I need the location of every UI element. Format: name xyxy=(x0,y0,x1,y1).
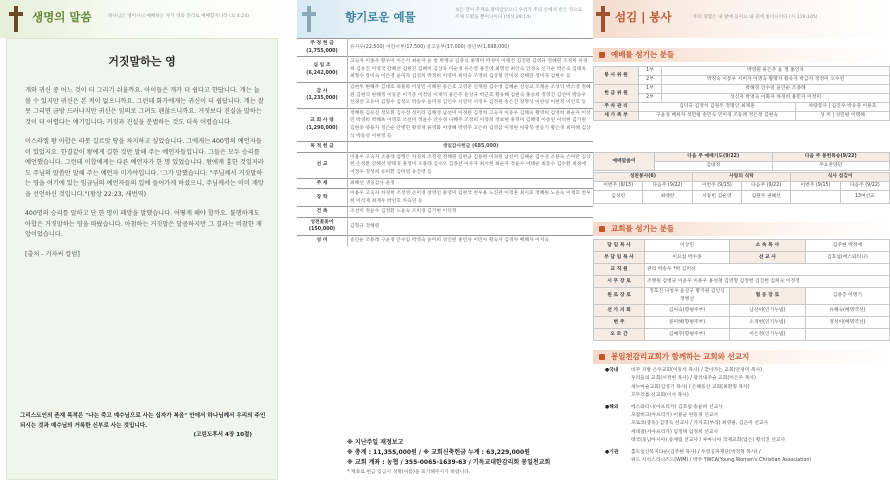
offering-category: 감 사 xyxy=(316,88,328,94)
sermon-body xyxy=(25,86,267,269)
column-header xyxy=(0,0,297,38)
offering-category: 선 교 xyxy=(316,162,328,168)
meal-date: 이번주 (9/15) xyxy=(692,182,741,191)
finance-note: * 계좌로 헌금 입금시 성명(이름)을 표기해주시기 바랍니다. xyxy=(347,470,471,475)
staff-cell: 선 가 지 회 xyxy=(594,305,645,317)
staff-cell: 선 교 사 xyxy=(730,252,806,264)
staff-cell: 김배주(향평주부) xyxy=(645,329,730,341)
offering-names: 이용우 고숙자 조용래 엄행은 차경희 조정영 정혜원 김현균 김용원 이경원 남선미 김해순 김수경 조용숙 손미란 김상헌 손정환 강혜선 방태경 홍정미 조용래 김수오 김종선 이우자 최시현 최순자 정윤수 이태순 최동수 김수환 최경애 이정우 정성희 유미환 김미영 유진영 등 xyxy=(348,152,594,178)
offering-names: 조선미 정윤수 김정환 노윤숙 조미경 김기현 이덕정 xyxy=(348,207,594,218)
offering-row xyxy=(297,178,593,189)
sermon-paragraph: 400명의 승리를 말하고 단 한 명이 패망을 말했습니다. 어떻게 해야 할까요. 불행하게도 아합은 거짓말하는 영을 따랐습니다. 아첨하는 거짓말은 달콤하지만 그 결과는 비참한 재앙이었습니다. xyxy=(25,210,262,238)
offering-names: 김형규 정해원 xyxy=(348,217,594,235)
staff-cell: 오 르 간 xyxy=(594,329,645,341)
cell: 김덕규 김정석 김원두 정명인 최재훈 xyxy=(639,103,796,112)
staff-row xyxy=(594,288,890,305)
offering-row xyxy=(297,207,593,218)
offering-label xyxy=(297,108,348,141)
row-label: 헌 금 위 원 xyxy=(594,85,639,103)
staff-cell: 이요섭 박수종 xyxy=(645,252,730,264)
mission-item: 바주 지방 은두교회(이동석 목사) / 찾아가는 교회(안경미 목사) xyxy=(631,368,762,373)
meal-date: 다음주 (9/22) xyxy=(741,182,790,191)
staff-cell: 시 무 장 로 xyxy=(594,276,645,288)
mission-item: 세네갈(서아프리카) 임정택 임경희 선교사 xyxy=(631,429,719,435)
offering-names: 김현두 변해주 김대호 최용락 이상민 이혜원 송은호 고영준 신재원 김수영 김혜순 신성교 조채윤 조성익 박소영 정혜원 김현식 한혜정 이동준 이기준 이정일 이재덕 류은주 윤상규 박근호 황유혜 김현숙 홍승희 정영진 김선미 박승우 신경선 고유미 김형수 김성오 박승우 윤미경 김인수 서연석 서정우 김정원 송은진 장명식 이한성 이현정 이인호 등 xyxy=(348,82,594,108)
column-subtitle: 보든 것이 주께로 말미암았으니 우리가 주의 손에서 받은 것으로 주께 드렸을 뿐이니이다 (대상 29:14) xyxy=(455,8,583,20)
staff-cell: 담 임 목 사 xyxy=(594,240,645,252)
column-subtitle: 하나님은 영이시니 예배하는 자가 영과 진리로 예배할지니라 (요 4:24) xyxy=(108,14,249,19)
section-title: 교회를 섬기는 분들 xyxy=(593,222,890,236)
offering-label xyxy=(297,39,348,57)
offering-row xyxy=(297,236,593,246)
mission-list xyxy=(605,367,885,468)
offering-label xyxy=(297,152,348,178)
offering-label xyxy=(297,142,348,153)
mission-item: 에스와티니(아프리카) 김호섭 송윤희 선교사 xyxy=(631,404,723,410)
cell: 박정숙 이봉우 서미자 이명숙 황명자 황유자 박금자 정정미 오수연 xyxy=(662,76,890,85)
staff-cell: 남선미(인기누빔) xyxy=(730,305,806,317)
offering-names: 이용우 고숙자 차경희 조정영 손미경 장영선 홍영미 김현국 천우용 노진관 이정훈 최시호 정혜원 노윤숙 이재호 천우현 이석재 최재우 박인호 차숙연 등 xyxy=(348,189,594,207)
row-label: 주 차 관 리 xyxy=(594,103,639,112)
cell: 성신자 박영숙 이화자 차경희 홍민자 이정미 xyxy=(662,94,890,103)
meal-date: 다음주 (9/22) xyxy=(643,182,692,191)
mission-category: ●국내 xyxy=(605,368,619,373)
offering-row xyxy=(297,142,593,153)
staff-cell: 소 속 목 사 xyxy=(730,240,806,252)
offering-label xyxy=(297,82,348,108)
offering-label xyxy=(297,236,348,246)
offering-row xyxy=(297,152,593,178)
offering-amount: (6,242,000) xyxy=(306,70,338,76)
cell: 성찬봉사(6) xyxy=(594,173,693,182)
staff-row xyxy=(594,276,890,288)
sermon-source: [출처 - 거자씨 칼럼] xyxy=(25,250,80,258)
cell: 박해경 안수일 윤인순 조종례 xyxy=(662,85,890,94)
staff-cell: 이은정(인기누빔) xyxy=(730,329,806,341)
meal-name: 김원두 권혜선 xyxy=(741,191,790,204)
mission-item: 새누마슬교회(김영기 목사) / 은혜동산 교회(최환형 목사) xyxy=(631,384,750,390)
offering-amount: (1,235,000) xyxy=(306,96,338,102)
offering-table xyxy=(297,38,593,246)
cross-icon xyxy=(8,0,24,38)
mission-item: 모잠비크(아프리카) 이용균 한동경 선교사 xyxy=(631,413,719,419)
offering-row xyxy=(297,57,593,83)
offering-names: 최혜선 생일감사 윤정 xyxy=(348,178,594,189)
cell: 2부 xyxy=(639,76,662,85)
offering-category: 성전꽃꽂이 xyxy=(310,219,334,225)
mission-item: 모로코(중동) 김영득 선교사 / 카자흐(부리) 최영필, 김은미 선교사 xyxy=(631,421,769,427)
finance-line: ※ 교회 계좌 : 농협 / 355-0065-1639-63 / 기독교대한감리회 봉일천교회 xyxy=(347,459,551,466)
cross-icon xyxy=(595,0,611,38)
column-header xyxy=(593,0,890,38)
finance-line: ※ 총계 : 11,355,000원 / ※ 교회신축헌금 누계 : 63,229,000원 xyxy=(347,449,530,456)
offering-label xyxy=(297,207,348,218)
mission-group xyxy=(605,367,885,401)
memory-verse-text: 그리스도인의 존재 목적은 "나는 죽고 예수님으로 사는 십자가 복음" 안에서 하나님께서 우리의 주인 되시는 것과 예수님의 거룩한 신부로 사는 것입니다. xyxy=(20,413,266,429)
mission-category: ●기관 xyxy=(605,449,619,455)
row-label: 새 가 족 부 xyxy=(594,112,639,121)
column-title: 섬김 | 봉사 xyxy=(615,10,672,24)
staff-cell: 조병원 김병규 이윤우 이용우 홍성철 김영형 김정헌 김진헌 김희숙 이정정 xyxy=(645,276,890,288)
offering-category: 성 미 xyxy=(316,238,328,244)
staff-cell: 관리 박송우 *박 김미선 xyxy=(645,264,890,276)
section-title: 봉일천감리교회가 함께하는 교회와 선교지 xyxy=(593,350,890,364)
cell: 성 미 | 성민평 이명혜 xyxy=(795,112,889,121)
cell: 다음 주 예배기도(9/22) xyxy=(655,153,773,162)
staff-cell: 이상민 xyxy=(645,240,730,252)
memory-verse xyxy=(20,412,270,441)
cell: 구윤경 배희자 성민평 송민숙 민미경 조동례 정은정 김현숙 xyxy=(639,112,796,121)
meal-name: 최태란 xyxy=(643,191,692,204)
offering-amount: (1,755,000) xyxy=(306,48,338,54)
row-label: 봉 사 위 원 xyxy=(594,67,639,85)
offering-row xyxy=(297,217,593,235)
sermon-title: 거짓말하는 영 xyxy=(108,55,176,68)
offering-column xyxy=(297,0,593,492)
staff-cell: 정호진 나청우 윤상구 황기원 김인식 정병선 xyxy=(645,288,730,305)
meal-name: 서동빈 김순영 xyxy=(692,191,741,204)
row-label: 예배말씀이 xyxy=(594,153,655,171)
staff-cell: 교 직 원 xyxy=(594,264,645,276)
mission-group xyxy=(605,449,885,466)
offering-names: 고숙자 이종우 황우미 이은석 최순자 윤 창 박명규 김충식 홍명미 박경미 이태건 김진원 김영규 정혜원 조경희 차경희 김유진 이영국 강혜선 김현진 김혜미 김상욱 이순경 유은영 홍진영 최명선 최인숙 안경숙 신기순 박은숙 김태욱 최형수 장미숙 이은영 윤미자 김성희 박정희 이영미 최미숙 조영희 김상철 안미경 강혜란 정미경 김현수 등 xyxy=(348,57,594,83)
offering-label xyxy=(297,189,348,207)
sermon-paragraph: 이스라엘 왕 아합은 라못 길르앗 땅을 차지하고 싶었습니다. 그에게는 400명의 예언자들이 있었지요. 한결같이 왕에게 길한 것만 말해 주는 예언자들입니다. 그들은 모두 승리를 예언했습니다. 그런데 이합에게는 다른 예언자가 한 명 있었습니다. 왕에게 흉한 것일지라도 주님의 말씀만 말해 주는 예언자 미가야입니다. '그가 말했습니다. "주님께서 거짓말하는 영을 여기에 있는 임금님의 예언자들의 입에 들어가게 하셨으니, 주님께서는 이미 재앙을 선언하신 것입니다."(왕상 22:23, 새번역) xyxy=(25,138,264,198)
cell: 2부 xyxy=(639,94,662,103)
section-title: 예배를 섬기는 분들 xyxy=(593,48,890,62)
staff-cell: 유혜숙(배명역선) xyxy=(805,305,889,317)
service-column xyxy=(593,0,890,492)
staff-cell: 협 동 장 로 xyxy=(730,288,806,305)
offering-category: 장 학 xyxy=(316,194,328,200)
offering-names: 생일감사헌금 (685,000) xyxy=(348,142,594,153)
finance-line: ※ 지난주일 재정보고 xyxy=(347,439,404,446)
mission-category: ●해외 xyxy=(605,404,619,410)
cell: 사랑의 식탁 xyxy=(692,173,791,182)
cell: 김대정 xyxy=(655,162,773,171)
offering-category: 목 적 헌 금 xyxy=(310,144,334,150)
offering-label xyxy=(297,217,348,235)
staff-row xyxy=(594,329,890,341)
offering-category: 건 축 xyxy=(316,209,328,215)
meal-date: 다음주 (9/22) xyxy=(840,182,889,191)
staff-cell: 김주현 박정애 xyxy=(805,240,889,252)
meal-table xyxy=(593,172,890,204)
offering-names: 유지우(22,500) 어린이부(17,500) 중고등부(17,000) 장년부(1,698,000) xyxy=(348,39,594,57)
staff-row xyxy=(594,264,890,276)
meal-name: 김성연 xyxy=(594,191,643,204)
staff-cell: 부 담 임 목 사 xyxy=(594,252,645,264)
cell: 박영원 류은주 윤 정 홍인자 xyxy=(662,67,890,76)
church-staff-table xyxy=(593,239,890,341)
staff-row xyxy=(594,252,890,264)
finance-report xyxy=(347,438,587,478)
staff-cell: 김호섭(에스와티니) xyxy=(805,252,889,264)
offering-names: 송인순 조용래 구윤경 안수임 박영숙 윤미희 성인헌 홍민자 이민아 황숙자 김경자 배혜자 이지숙 xyxy=(348,236,594,246)
worship-service-table xyxy=(593,66,890,121)
word-of-life-column xyxy=(0,0,297,492)
staff-cell: 원 로 장 로 xyxy=(594,288,645,305)
prayer-table xyxy=(593,152,890,171)
offering-row xyxy=(297,82,593,108)
column-title: 생명의 말씀 xyxy=(32,10,92,24)
meal-date: 이번주 (9/15) xyxy=(791,182,840,191)
column-subtitle: 주의 일함은 내 발에 등이요 내 길에 빛이니이다 (시 119:105) xyxy=(693,15,818,20)
cell: 다음 주 봉헌특송(9/22) xyxy=(772,153,890,162)
offering-row xyxy=(297,108,593,141)
cell: 1부 xyxy=(639,67,662,76)
offering-names: 정혜원 김유진 정모휘 김수정 정미라 김해영 남선미 이경원 김정희 고숙자 이동우 김혜숙 황영희 김영희 최순자 이상민 박경희 박해옥 이영호 조선미 정윤수 안수경 나혜주 조정희 이정희 정보현 홍정미 김해영 이송연 이석현 김기원 김현중 양용자 정은순 안병민 황영재 류영화 이영혜 박영주 고은희 김영삼 이정현 이광복 천동기 황은경 최미혜 김상식 박동성 이현정 등 xyxy=(348,108,594,141)
cell: 식사 섬김이 xyxy=(791,173,890,182)
column-header xyxy=(297,0,593,38)
offering-category: 교 회 사 랑 xyxy=(310,118,334,124)
staff-cell: 김용층 이명기 xyxy=(805,288,889,305)
staff-row xyxy=(594,240,890,252)
cell: 1부 xyxy=(639,85,662,94)
offering-row xyxy=(297,39,593,57)
mission-group xyxy=(605,404,885,446)
meal-name: 13여선교 xyxy=(840,191,889,204)
offering-row xyxy=(297,189,593,207)
mission-item: 모두리를 선교회(이사 목사) xyxy=(631,393,689,399)
offering-label xyxy=(297,57,348,83)
mission-item: 홀트일산복지타운(김주현 목사) / 두렁공파재단(박정혁 목사) / xyxy=(631,449,761,455)
meal-name xyxy=(791,191,840,204)
staff-cell: 문미혜(향평주부) xyxy=(645,317,730,329)
staff-row xyxy=(594,305,890,317)
offering-category: 주 제 xyxy=(316,180,328,186)
cell: 차량봉사 | 김진우 박유중 이용호 xyxy=(795,103,889,112)
cell: 주요찬양단 xyxy=(772,162,890,171)
staff-cell: 소경현(인기누빔) xyxy=(730,317,806,329)
staff-cell: 정성이(배명역선) xyxy=(805,317,889,329)
mission-item: 우리들의 교회(서정현 목사) / 광러내주슬 교회(이은주 목사) xyxy=(631,376,756,382)
staff-row xyxy=(594,317,890,329)
offering-amount: (1,290,000) xyxy=(306,125,338,131)
offering-category: 주 정 헌 금 xyxy=(310,41,334,46)
staff-cell: 김미숙(향평주부) xyxy=(645,305,730,317)
offering-label xyxy=(297,178,348,189)
offering-amount: (150,000) xyxy=(308,227,336,233)
meal-date: 이번주 (9/15) xyxy=(594,182,643,191)
staff-cell xyxy=(805,329,889,341)
offering-category: 십 일 조 xyxy=(313,62,331,68)
column-title: 향기로운 예물 xyxy=(345,10,416,24)
mission-item: 태국(동남아시아) 송재림 선교사 / 루마니아 국제교회(입은) 황석진 선교사 xyxy=(631,438,786,444)
sermon-paragraph: 개와 귀신 중 어느 것이 더 그리기 쉬울까요. 아이들은 개가 더 쉽다고 한답니다. 개는 늘 볼 수 있지만 귀신은 본 적이 없으니까요. 그런데 화가에게는 귀신이 더 쉽답니다. 개는 잘못 그리면 금방 드러나지만 귀신은 임의로 그려도 괜찮으니까요. 거짓보다 진실을 말하는 것이 더 어렵다는 얘기입니다. 거짓과 진실을 분별하는 것도 더욱 어렵습니다. xyxy=(25,87,264,126)
cross-icon xyxy=(301,0,317,38)
memory-verse-ref: (고린도후서 4장 10절) xyxy=(193,432,252,438)
staff-cell: 변 주 xyxy=(594,317,645,329)
mission-item: 위드 서석스리니즈드(WIM) / 박주 YWCA(Young Women's Christian Association) xyxy=(631,458,812,464)
